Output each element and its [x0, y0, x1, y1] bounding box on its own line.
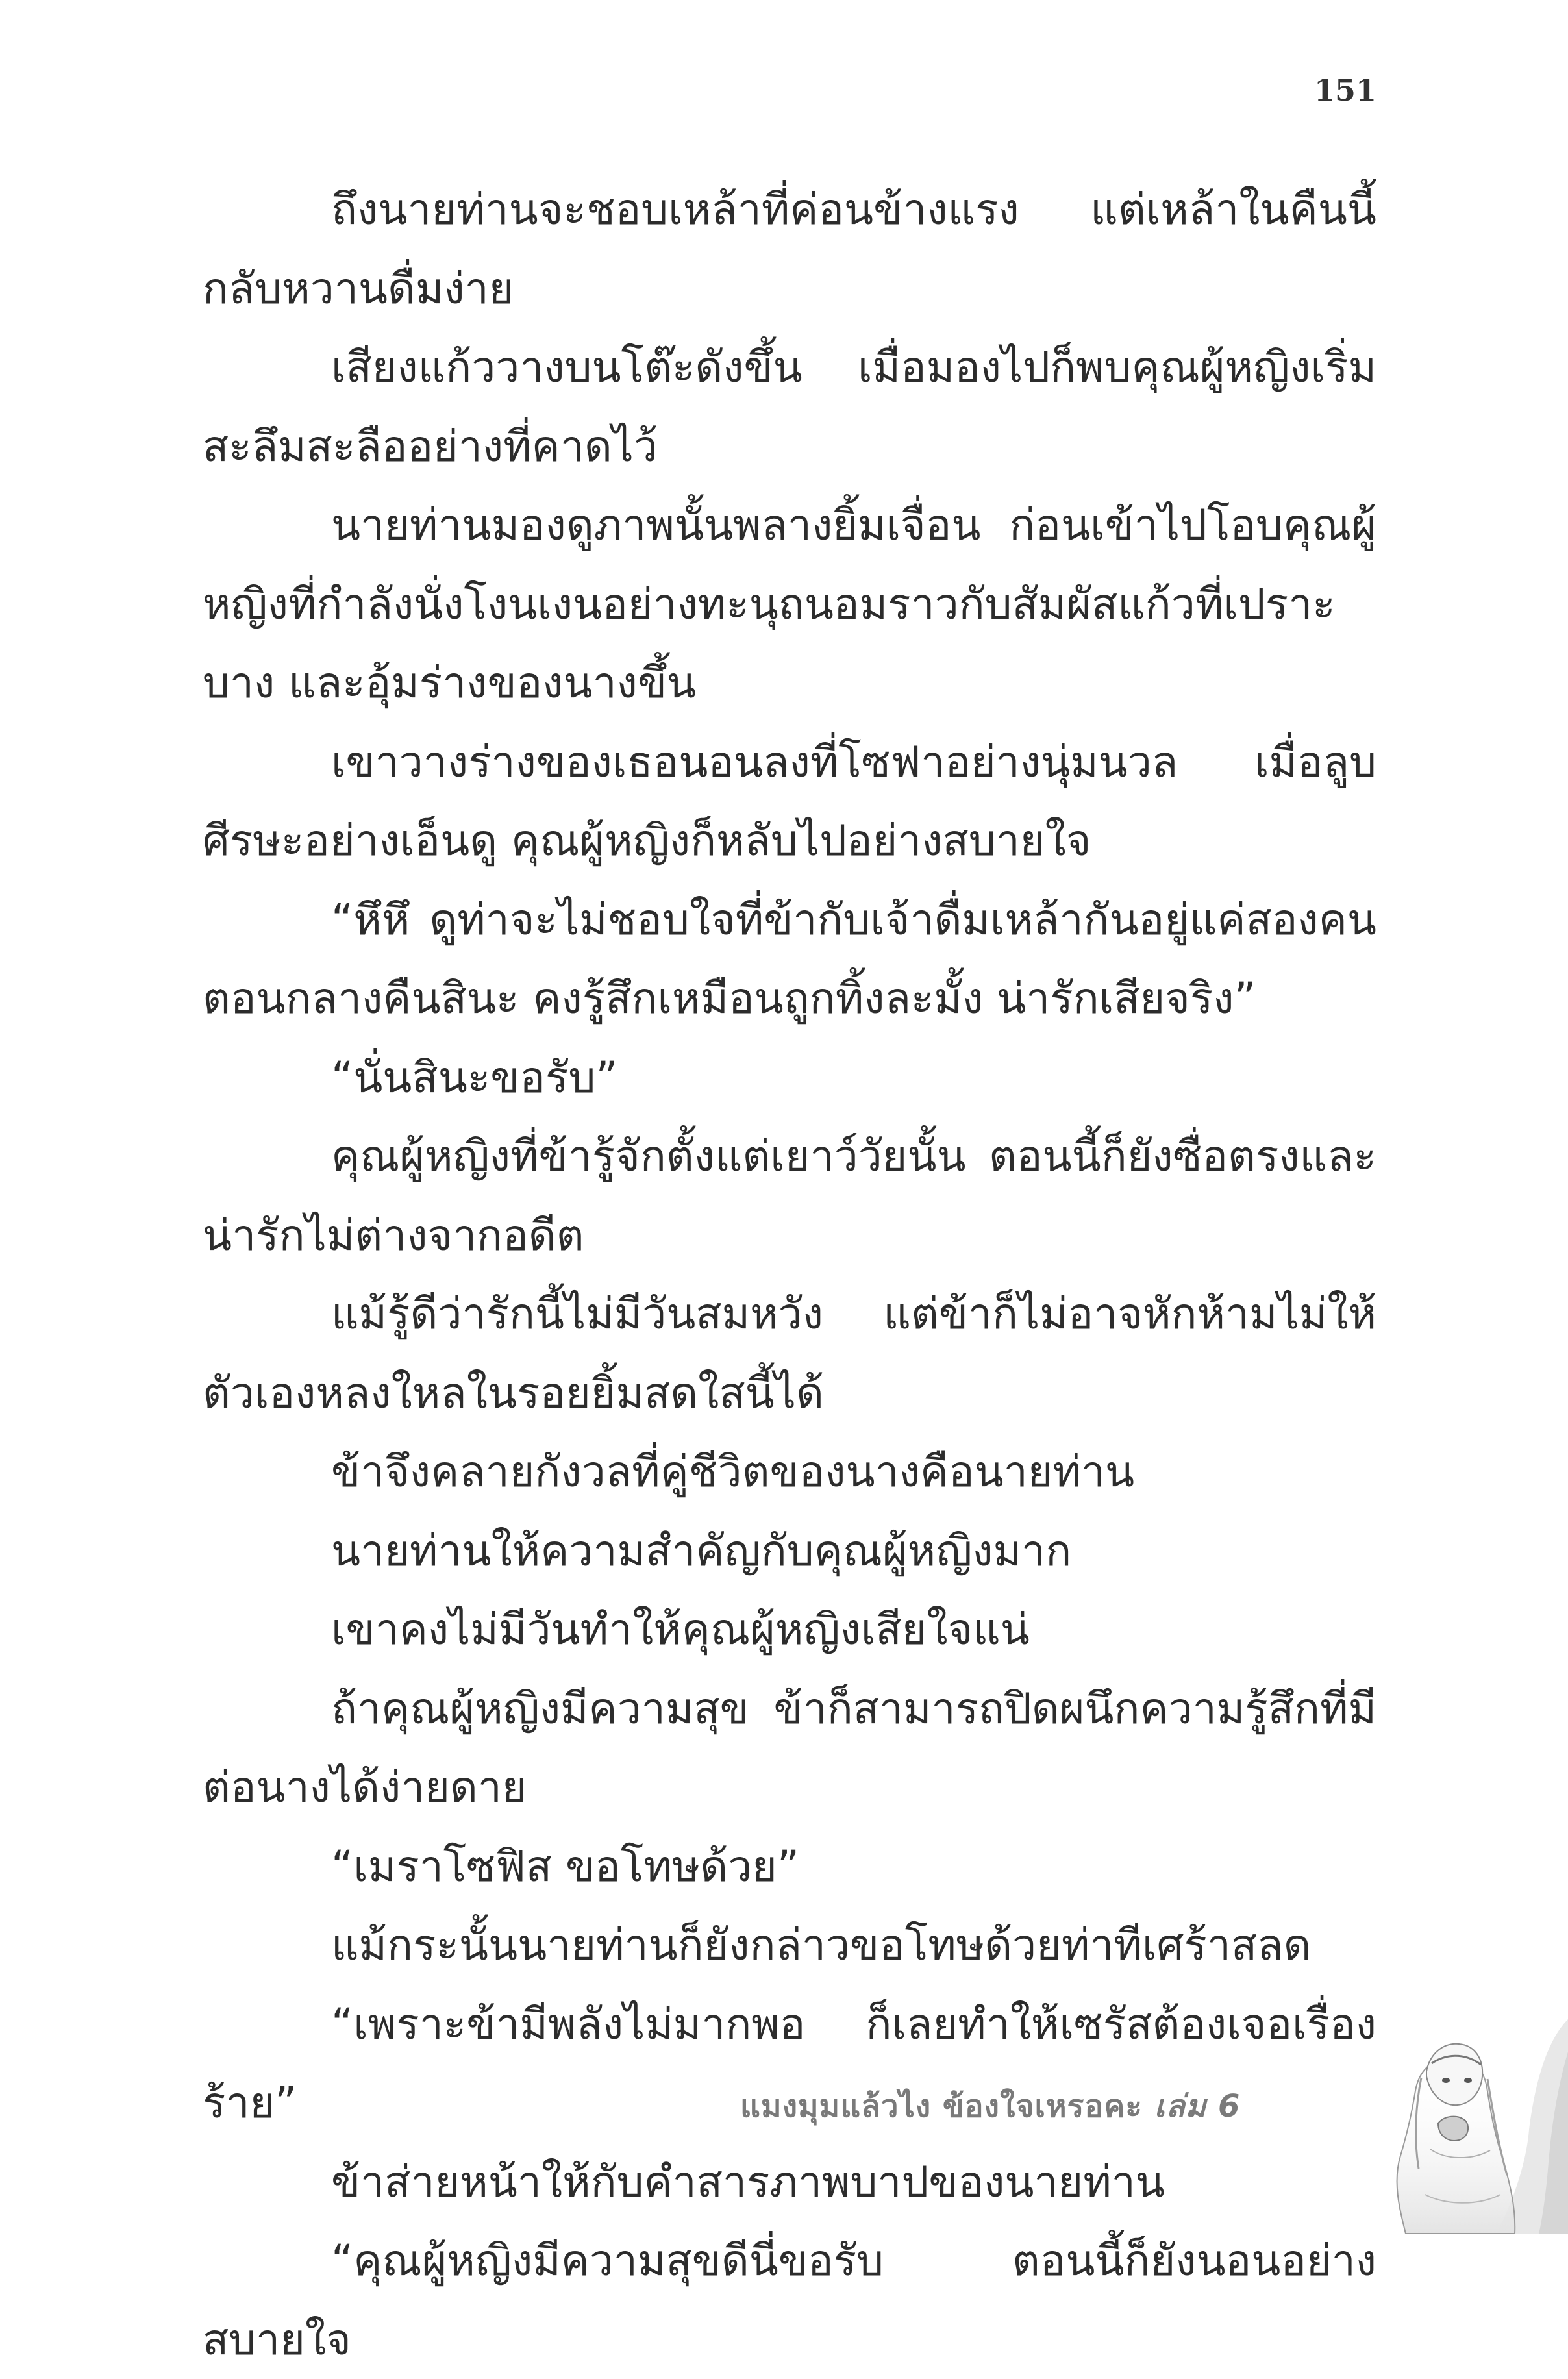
paragraph: เขาวางร่างของเธอนอนลงที่โซฟาอย่างนุ่มนวล เมื่อลูบศีรษะอย่างเอ็นดู คุณผู้หญิงก็หลับไปอย่างสบายใจ	[203, 736, 1376, 866]
paragraph: ข้าจึงคลายกังวลที่คู่ชีวิตของนางคือนายท่าน	[331, 1447, 1135, 1497]
volume-label: เล่ม 6	[1154, 2088, 1241, 2124]
paragraph: แม้รู้ดีว่ารักนี้ไม่มีวันสมหวัง แต่ข้าก็ไม่อาจหักห้ามไม่ให้ตัวเองหลงใหลในรอยยิ้มสดใสนี้ได้	[203, 1289, 1376, 1418]
paragraph: “เพราะข้ามีพลังไม่มากพอ ก็เลยทำให้เซรัสต้องเจอเรื่องร้าย”	[203, 1999, 1376, 2128]
page-number: 151	[1313, 73, 1376, 108]
paragraph: “หึหึ ดูท่าจะไม่ชอบใจที่ข้ากับเจ้าดื่มเหล้ากันอยู่แค่สองคนตอนกลางคืนสินะ คงรู้สึกเหมือนถูกทิ้งละมั้ง น่ารักเสียจริง”	[203, 894, 1376, 1023]
paragraph: ถึงนายท่านจะชอบเหล้าที่ค่อนข้างแรง แต่เหล้าในคืนนี้กลับหวานดื่มง่าย	[203, 184, 1376, 314]
paragraph: เขาคงไม่มีวันทำให้คุณผู้หญิงเสียใจแน่	[331, 1604, 1030, 1654]
paragraph: “นั่นสินะขอรับ”	[331, 1052, 618, 1102]
character-illustration	[1354, 2000, 1568, 2234]
body-text	[203, 170, 1376, 2379]
paragraph: แม้กระนั้นนายท่านก็ยังกล่าวขอโทษด้วยท่าทีเศร้าสลด	[331, 1920, 1312, 1970]
paragraph: นายท่านมองดูภาพนั้นพลางยิ้มเจื่อน ก่อนเข้าไปโอบคุณผู้หญิงที่กำลังนั่งโงนเงนอย่างทะนุถนอมราวกับสัมผัสแก้วที่เปราะบาง และอุ้มร่างของนางขึ้น	[203, 500, 1376, 708]
book-title: แมงมุมแล้วไง ข้องใจเหรอคะ	[740, 2088, 1143, 2124]
paragraph: คุณผู้หญิงที่ข้ารู้จักตั้งแต่เยาว์วัยนั้น ตอนนี้ก็ยังซื่อตรงและน่ารักไม่ต่างจากอดีต	[203, 1131, 1376, 1260]
paragraph: ถ้าคุณผู้หญิงมีความสุข ข้าก็สามารถปิดผนึกความรู้สึกที่มีต่อนางได้ง่ายดาย	[203, 1683, 1376, 1812]
paragraph: ข้าส่ายหน้าให้กับคำสารภาพบาปของนายท่าน	[331, 2156, 1165, 2207]
paragraph: นายท่านให้ความสำคัญกับคุณผู้หญิงมาก	[331, 1525, 1072, 1576]
running-footer	[740, 2082, 1240, 2131]
paragraph: เสียงแก้ววางบนโต๊ะดังขึ้น เมื่อมองไปก็พบคุณผู้หญิงเริ่มสะลึมสะลืออย่างที่คาดไว้	[203, 342, 1376, 471]
paragraph: “เมราโซฟิส ขอโทษด้วย”	[331, 1841, 800, 1891]
paragraph: “คุณผู้หญิงมีความสุขดีนี่ขอรับ ตอนนี้ก็ยังนอนอย่างสบายใจ	[203, 2236, 1376, 2365]
